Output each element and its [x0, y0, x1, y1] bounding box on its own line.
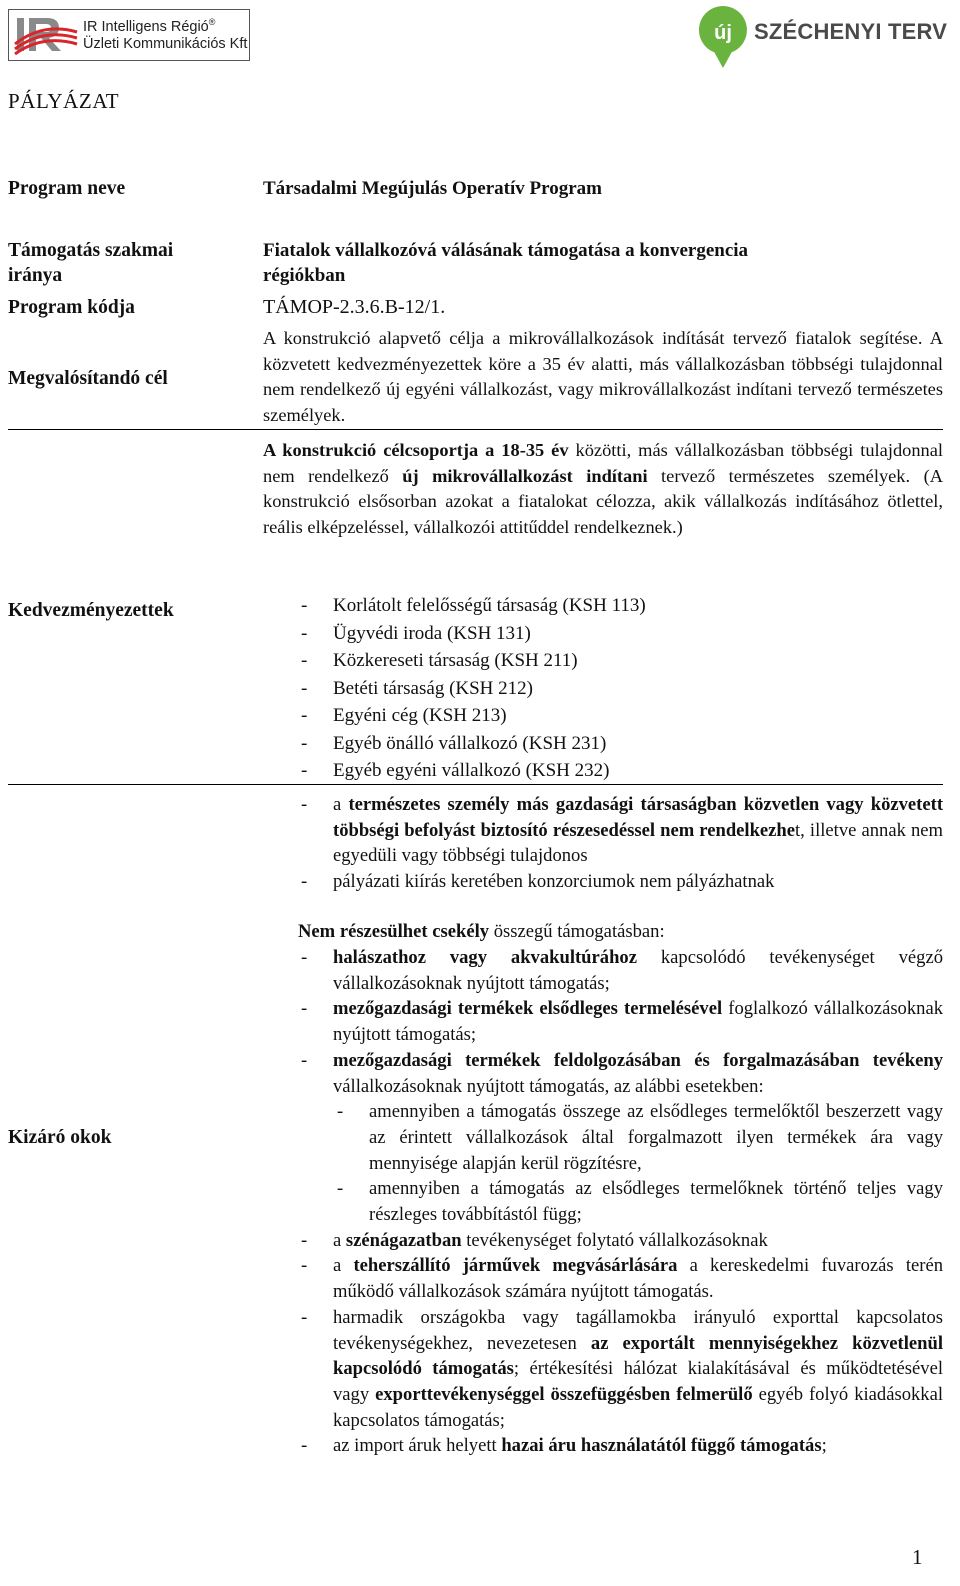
c5-pre: a — [333, 1255, 354, 1277]
c5-post: a kereskedelmi fuvarozás terén működő vállalkozások számára nyújtott támogatás. — [333, 1255, 943, 1303]
ir-logo-mark — [13, 14, 79, 56]
program-kodja-label: Program kódja — [8, 297, 135, 318]
csekely-heading — [298, 919, 665, 945]
program-neve-label: Program neve — [8, 178, 126, 199]
sub-list-item: - amennyiben a támogatás az elsődleges termelőknek történő teljes vagy részleges továbbítástól függ; — [333, 1176, 943, 1227]
csekely-rest: összegű támogatásban: — [489, 921, 665, 942]
c3-post: vállalkozásoknak nyújtott támogatás, az alábbi esetekben: — [333, 1075, 764, 1097]
megvalositando-cel-text: A konstrukció alapvető célja a mikrovállalkozások indítását tervező fiatalok segítése. A közvetett kedvezményezettek köre a 35 év alatti, más vállalkozásban többségi tulajdonnal nem rendelkező új egyéni vállalkozást, vagy mikrovállalkozást indítani tervező természetes személyek. — [263, 328, 943, 425]
c1-post: kapcsolódó tevékenységet végző vállalkozásoknak nyújtott támogatás; — [333, 947, 943, 994]
kedvezmenyezettek-list — [297, 592, 943, 785]
tamogatas-iranya-value — [263, 238, 943, 288]
kizaro-okok-list-2 — [297, 945, 943, 1459]
tamogatas-iranya-value-line1: Fiatalok vállalkozóvá válásának támogatása a konvergencia — [263, 240, 749, 261]
uj-badge-icon — [694, 4, 752, 70]
list-item — [297, 1228, 943, 1254]
c6-post: egyéb folyó kiadásokkal kapcsolatos támogatás; — [333, 1383, 944, 1431]
program-kodja-value: TÁMOP-2.3.6.B-12/1. — [263, 296, 446, 318]
c6-pre: harmadik országokba vagy tagállamokba irányuló exporttal kapcsolatos tevékenységekhez, nevezetesen — [333, 1306, 943, 1354]
uj-badge-text: új — [714, 22, 732, 44]
ir-logo-line2: Üzleti Kommunikációs Kft — [83, 36, 248, 52]
c6-bold1: az exportált mennyiségekhez közvetlenül kapcsolódó támogatás — [333, 1332, 943, 1380]
list-item — [297, 1048, 943, 1228]
c2-bold: mezőgazdasági termékek elsődleges termelésével — [333, 998, 723, 1020]
list-item: - Közkereseti társaság (KSH 211) — [297, 647, 943, 675]
kizaro-okok-label: Kizáró okok — [8, 1127, 112, 1148]
list-item — [297, 1433, 943, 1459]
list-item — [297, 1305, 943, 1434]
c2-post: foglalkozó vállalkozásoknak nyújtott támogatás; — [333, 998, 943, 1046]
szechenyi-terv-logo — [694, 4, 948, 70]
tamogatas-iranya-label — [8, 238, 173, 288]
list-item: - Betéti társaság (KSH 212) — [297, 675, 943, 703]
tamogatas-iranya-value-line2: régiókban — [263, 265, 346, 286]
c4-post: tevékenységet folytató vállalkozásoknak — [461, 1229, 768, 1251]
megvalositando-cel-label: Megvalósítandó cél — [8, 368, 168, 389]
list-item: - pályázati kiírás keretében konzorciumok nem pályázhatnak — [297, 869, 943, 895]
item1-bold: természetes személy más gazdasági társaságban közvetlen vagy közvetett többségi befolyást biztosító részesedéssel nem rendelkezhe — [333, 794, 944, 841]
c1-bold: halászathoz vagy akvakultúrához — [333, 947, 637, 968]
ir-logo — [8, 9, 250, 61]
celcsoport-bold2: új mikrovállalkozást indítani — [402, 465, 648, 486]
list-item: - Korlátolt felelősségű társaság (KSH 113) — [297, 592, 943, 620]
celcsoport-text1: közötti, más vállalkozásban többségi tulajdonnal nem rendelkező — [263, 440, 943, 486]
c3-bold: mezőgazdasági termékek feldolgozásában és forgalmazásában tevékeny — [333, 1049, 943, 1071]
list-item: - Egyéb egyéni vállalkozó (KSH 232) — [297, 757, 943, 785]
list-item: - Egyéb önálló vállalkozó (KSH 231) — [297, 730, 943, 758]
list-item — [297, 792, 943, 869]
ir-logo-line1: IR Intelligens Régió — [83, 18, 209, 35]
c5-bold: teherszállító járművek megvásárlására — [353, 1255, 678, 1277]
item1-pre: a — [333, 794, 349, 815]
page-number: 1 — [912, 1545, 923, 1569]
csekely-bold: Nem részesülhet csekély — [298, 921, 490, 942]
divider — [8, 784, 943, 785]
c6-bold2: exporttevékenységgel összefüggésben felmerülő — [375, 1383, 753, 1405]
divider — [8, 429, 943, 430]
list-item: - Ügyvédi iroda (KSH 131) — [297, 620, 943, 648]
registered-mark: ® — [208, 17, 216, 27]
list-item — [297, 996, 943, 1047]
tamogatas-iranya-label-line1: Támogatás szakmai — [8, 240, 174, 261]
celcsoport-text — [263, 438, 943, 540]
tamogatas-iranya-label-line2: iránya — [8, 265, 63, 286]
sub-list-item: - amennyiben a támogatás összege az elsődleges termelőktől beszerzett vagy az érintett vállalkozások által forgalmazott ilyen termékek ára vagy mennyisége alapján kerül rögzítésre, — [333, 1099, 943, 1176]
c7-post: ; — [821, 1435, 827, 1457]
item1-post: t, illetve annak nem egyedüli vagy többségi tulajdonos — [333, 819, 943, 867]
szechenyi-terv-text: SZÉCHENYI TERV — [754, 19, 948, 44]
c4-bold: szénágazatban — [345, 1229, 462, 1251]
c4-pre: a — [333, 1229, 346, 1251]
celcsoport-text2: tervező természetes személyek. (A konstrukció elsősorban azokat a fiatalokat célozza, akik vállalkozás indításához ötlettel, reális elképzeléssel, vállalkozói attitűddel rendelkeznek.) — [263, 465, 943, 537]
page-title: PÁLYÁZAT — [8, 89, 120, 113]
kedvezmenyezettek-label: Kedvezményezettek — [8, 600, 174, 621]
c3-sublist — [333, 1099, 943, 1228]
c7-bold: hazai áru használatától függő támogatás — [501, 1435, 822, 1457]
list-item — [297, 945, 943, 996]
celcsoport-bold1: A konstrukció célcsoportja a 18-35 év — [263, 440, 569, 460]
list-item — [297, 1253, 943, 1304]
c7-pre: az import áruk helyett — [333, 1435, 502, 1457]
list-item: - Egyéni cég (KSH 213) — [297, 702, 943, 730]
c6-mid: ; értékesítési hálózat kialakításával és működtetésével vagy — [333, 1358, 943, 1405]
kizaro-okok-list-1 — [297, 792, 943, 895]
program-neve-value: Társadalmi Megújulás Operatív Program — [263, 178, 602, 199]
